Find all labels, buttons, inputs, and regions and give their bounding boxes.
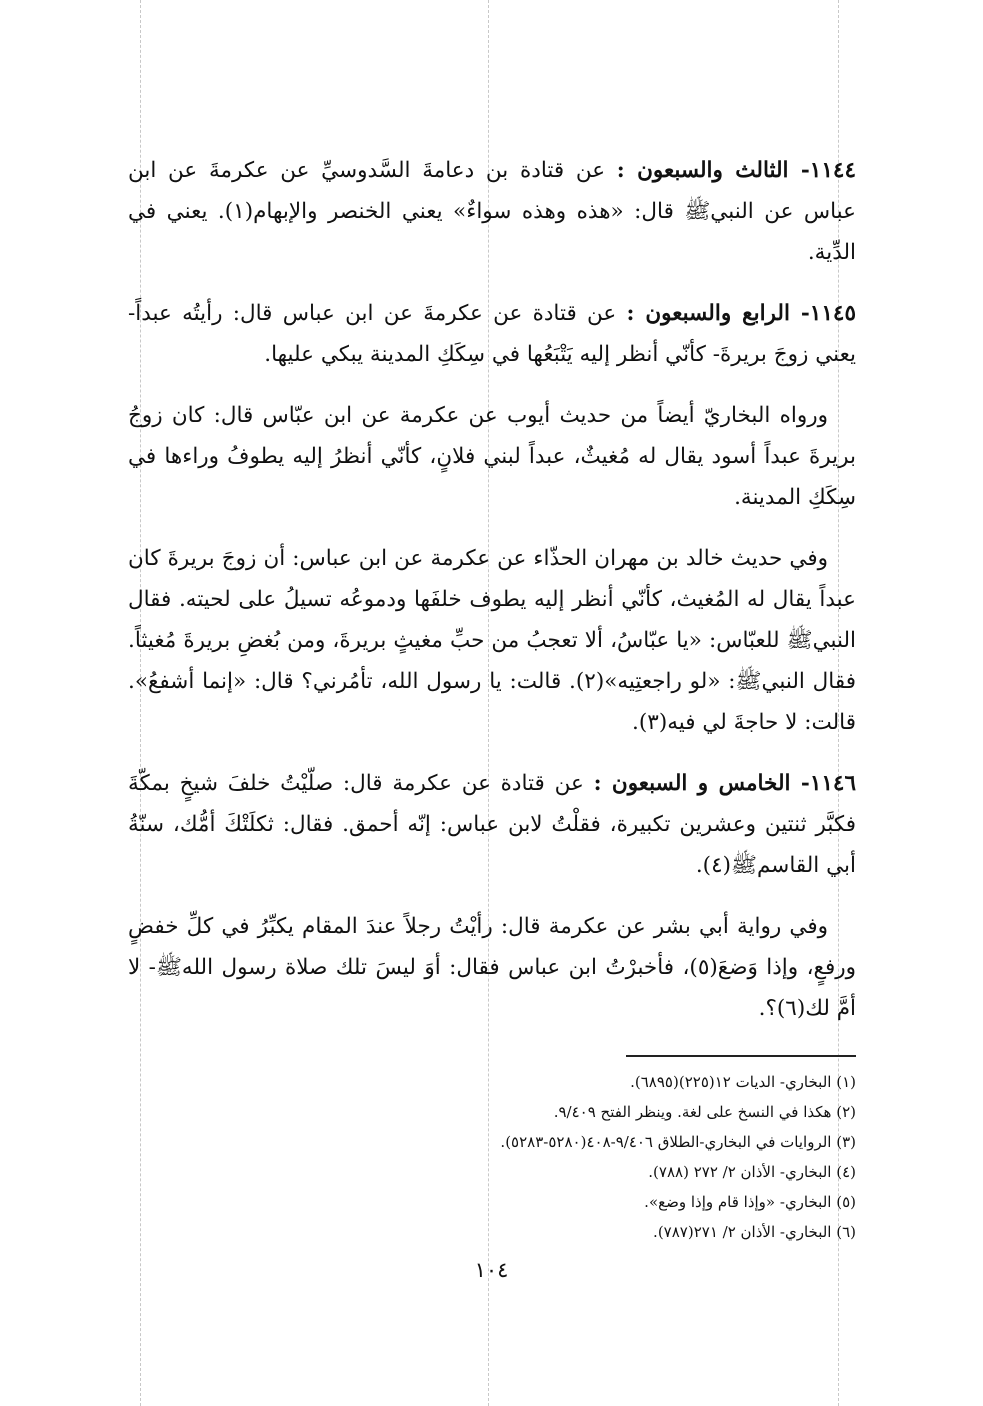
footnote-4: (٤) البخاري- الأذان ٢/ ٢٧٢ (٧٨٨). — [648, 1163, 856, 1181]
paragraph-text: وفي رواية أبي بشر عن عكرمة قال: رأيْتُ رجلاً عندَ المقام يكبِّرُ في كلِّ خفضٍ ورفعٍ، وإذا وَضعَ(٥)، فأخبرْتُ ابن عباس فقال: أوَ ليسَ تلك صلاة رسول اللهﷺ- لا أمَّ لك(٦)؟. — [128, 914, 857, 1021]
hadith-heading: - الثالث والسبعون : — [616, 158, 810, 183]
hadith-heading: - الرابع والسبعون : — [626, 301, 810, 326]
footnote-separator — [626, 1055, 856, 1057]
footnote-2: (٢) هكذا في النسخ على لغة. وينظر الفتح ٩/٤٠٩. — [553, 1103, 856, 1121]
paragraph-abu-bishr — [128, 906, 856, 1029]
paragraph-1146 — [128, 763, 856, 886]
paragraph-text: عن قتادة عن عكرمةَ عن ابن عباس قال: رأيتُه عبداً- يعني زوجَ بريرةَ- كأنّي أنظر إليه يَتْبَعُها في سِكَكِ المدينة يبكي عليها. — [128, 301, 856, 367]
footnote-3: (٣) الروايات في البخاري-الطلاق ٩/٤٠٦-٤٠٨(٥٢٨٠-٥٢٨٣). — [500, 1133, 856, 1151]
paragraph-1144 — [128, 150, 856, 273]
hadith-heading: - الخامس و السبعون : — [593, 771, 810, 796]
hadith-number: ١١٤٥ — [809, 301, 856, 326]
footnotes — [128, 1067, 856, 1247]
hadith-number: ١١٤٦ — [809, 771, 857, 796]
paragraph-khalid-hadhdha — [128, 538, 856, 743]
paragraph-bukhari-ayyub — [128, 395, 856, 518]
paragraph-text: ورواه البخاريّ أيضاً من حديث أيوب عن عكرمة عن ابن عبّاس قال: كان زوجُ بريرةَ عبداً أسود يقال له مُغيثٌ، عبداً لبني فلانٍ، كأنّي أنظرُ إليه يطوفُ وراءها في سِكَكِ المدينة. — [128, 403, 856, 510]
paragraph-text: عن قتادة بن دعامةَ السَّدوسيِّ عن عكرمةَ عن ابن عباس عن النبيﷺ قال: «هذه وهذه سواءٌ» يعني الخنصر والإبهام(١). يعني في الدِّية. — [128, 158, 856, 265]
paragraph-1145 — [128, 293, 856, 375]
paragraph-text: وفي حديث خالد بن مهران الحذّاء عن عكرمة عن ابن عباس: أن زوجَ بريرةَ كان عبداً يقال له المُغيث، كأنّي أنظر إليه يطوف خلفَها ودموعُه تسيلُ على لحيته. فقال النبيﷺ للعبّاس: «يا عبّاسُ، ألا تعجبُ من حبِّ مغيثٍ بريرةَ، ومن بُغضِ بريرةَ مُغيثاً. فقال النبيﷺ: «لو راجعتِيه»(٢). قالت: يا رسول الله، تأمُرني؟ قال: «إنما أشفعُ». قالت: لا حاجةَ لي فيه(٣). — [128, 546, 856, 735]
page-number: ١٠٤ — [474, 1258, 509, 1282]
hadith-number: ١١٤٤ — [809, 158, 856, 183]
footnote-6: (٦) البخاري- الأذان ٢/ ٢٧١(٧٨٧). — [653, 1223, 856, 1241]
paragraph-text: عن قتادة عن عكرمة قال: صلّيْتُ خلفَ شيخٍ بمكّةَ فكبَّر ثنتين وعشرين تكبيرة، فقلْتُ لابن عباس: إنّه أحمق. فقال: ثكلَتْكَ أمُّك، سنّةُ أبي القاسمﷺ(٤). — [128, 771, 856, 878]
footnote-1: (١) البخاري- الديات ١٢(٢٢٥)(٦٨٩٥). — [630, 1073, 856, 1091]
book-page — [128, 150, 856, 1247]
footnote-5: (٥) البخاري- «وإذا قام وإذا وضع». — [644, 1193, 856, 1211]
